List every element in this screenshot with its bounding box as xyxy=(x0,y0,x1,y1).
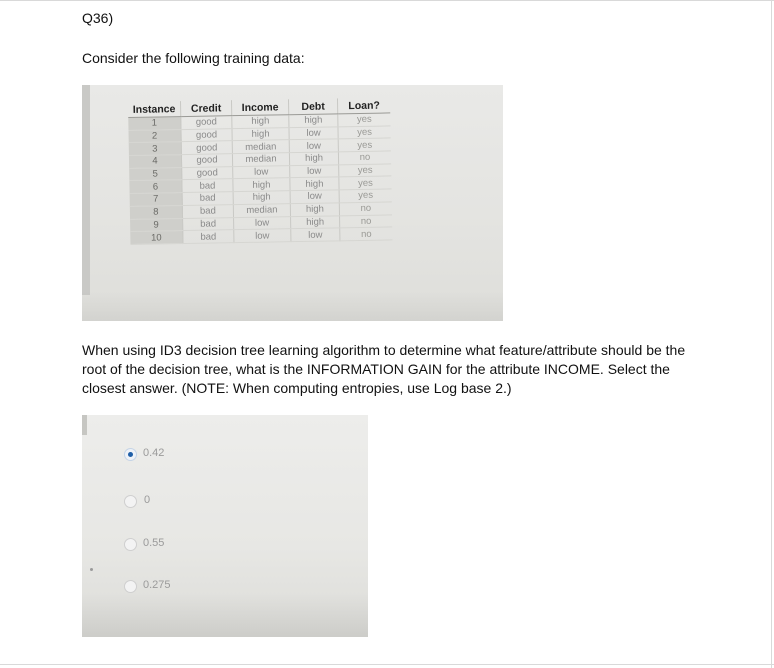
table-cell: high xyxy=(233,191,290,205)
table-cell: 7 xyxy=(130,193,183,207)
table-cell: high xyxy=(232,115,289,129)
table-cell: 4 xyxy=(129,155,182,169)
table-cell: good xyxy=(181,116,232,130)
option-label: 0.42 xyxy=(143,447,165,459)
table-cell: bad xyxy=(183,217,234,231)
question-number: Q36) xyxy=(82,10,114,26)
table-cell: high xyxy=(290,177,339,191)
table-cell: median xyxy=(233,203,290,217)
table-cell: 5 xyxy=(129,167,182,181)
table-cell: 3 xyxy=(129,142,182,156)
table-cell: yes xyxy=(339,189,392,203)
table-cell: 9 xyxy=(130,218,183,232)
right-border xyxy=(771,0,772,668)
table-cell: bad xyxy=(182,192,233,206)
option-label: 0.55 xyxy=(143,537,165,549)
table-cell: low xyxy=(289,139,338,153)
table-cell: 10 xyxy=(130,231,183,245)
table-cell: good xyxy=(181,154,232,168)
table-cell: high xyxy=(289,152,338,166)
photo-left-edge xyxy=(82,85,90,295)
table-cell: high xyxy=(233,178,290,192)
top-border xyxy=(0,0,774,1)
column-header: Credit xyxy=(180,100,231,116)
training-data-table xyxy=(128,97,392,244)
table-cell: low xyxy=(290,165,339,179)
radio-selected-icon[interactable] xyxy=(124,448,137,461)
table-cell: low xyxy=(234,216,291,230)
intro-text: Consider the following training data: xyxy=(82,50,305,66)
column-header: Debt xyxy=(288,98,337,114)
table-cell: no xyxy=(340,227,393,241)
column-header: Loan? xyxy=(337,97,390,113)
table-cell: no xyxy=(339,202,392,216)
column-header: Instance xyxy=(128,101,181,117)
training-data-photo xyxy=(82,85,503,321)
table-cell: high xyxy=(290,203,339,217)
table-cell: 1 xyxy=(128,117,181,131)
table-cell: 6 xyxy=(129,180,182,194)
table-cell: yes xyxy=(338,113,391,127)
table-cell: good xyxy=(181,128,232,142)
table-cell: low xyxy=(291,228,340,242)
table-cell: high xyxy=(291,215,340,229)
table-cell: 8 xyxy=(130,205,183,219)
table-cell: yes xyxy=(339,176,392,190)
table-cell: yes xyxy=(338,138,391,152)
photo-shade xyxy=(82,291,503,321)
table-cell: median xyxy=(232,153,289,167)
table-cell: median xyxy=(232,140,289,154)
table-cell: low xyxy=(289,127,338,141)
table-cell: high xyxy=(289,114,338,128)
radio-icon[interactable] xyxy=(124,495,137,508)
options-left-edge xyxy=(82,415,87,435)
column-header: Income xyxy=(231,99,288,115)
option-label: 0.275 xyxy=(143,579,171,591)
table-cell: yes xyxy=(338,126,391,140)
table-cell: 2 xyxy=(128,129,181,143)
table-cell: good xyxy=(182,166,233,180)
answer-options-photo xyxy=(82,415,368,637)
table-cell: bad xyxy=(182,179,233,193)
table-cell: low xyxy=(234,229,291,243)
table-cell: high xyxy=(232,127,289,141)
option-label: 0 xyxy=(144,494,151,506)
table-cell: no xyxy=(340,214,393,228)
radio-icon[interactable] xyxy=(124,580,137,593)
radio-icon[interactable] xyxy=(124,538,137,551)
table-cell: bad xyxy=(182,204,233,218)
table-cell: yes xyxy=(339,164,392,178)
question-text: When using ID3 decision tree learning algorithm to determine what feature/attribute should be the root of the decision tree, what is the INFORMATION GAIN for the attribute INCOME. Select the closest answer. (NOTE: When computing entropies, use Log base 2.) xyxy=(82,342,686,396)
bottom-border xyxy=(0,664,774,665)
table-cell: low xyxy=(290,190,339,204)
stray-dot xyxy=(90,568,93,571)
table-body xyxy=(128,113,392,244)
table-cell: bad xyxy=(183,230,234,244)
options-shade xyxy=(82,593,368,637)
table-cell: good xyxy=(181,141,232,155)
table-cell: no xyxy=(338,151,391,165)
table-cell: low xyxy=(233,165,290,179)
